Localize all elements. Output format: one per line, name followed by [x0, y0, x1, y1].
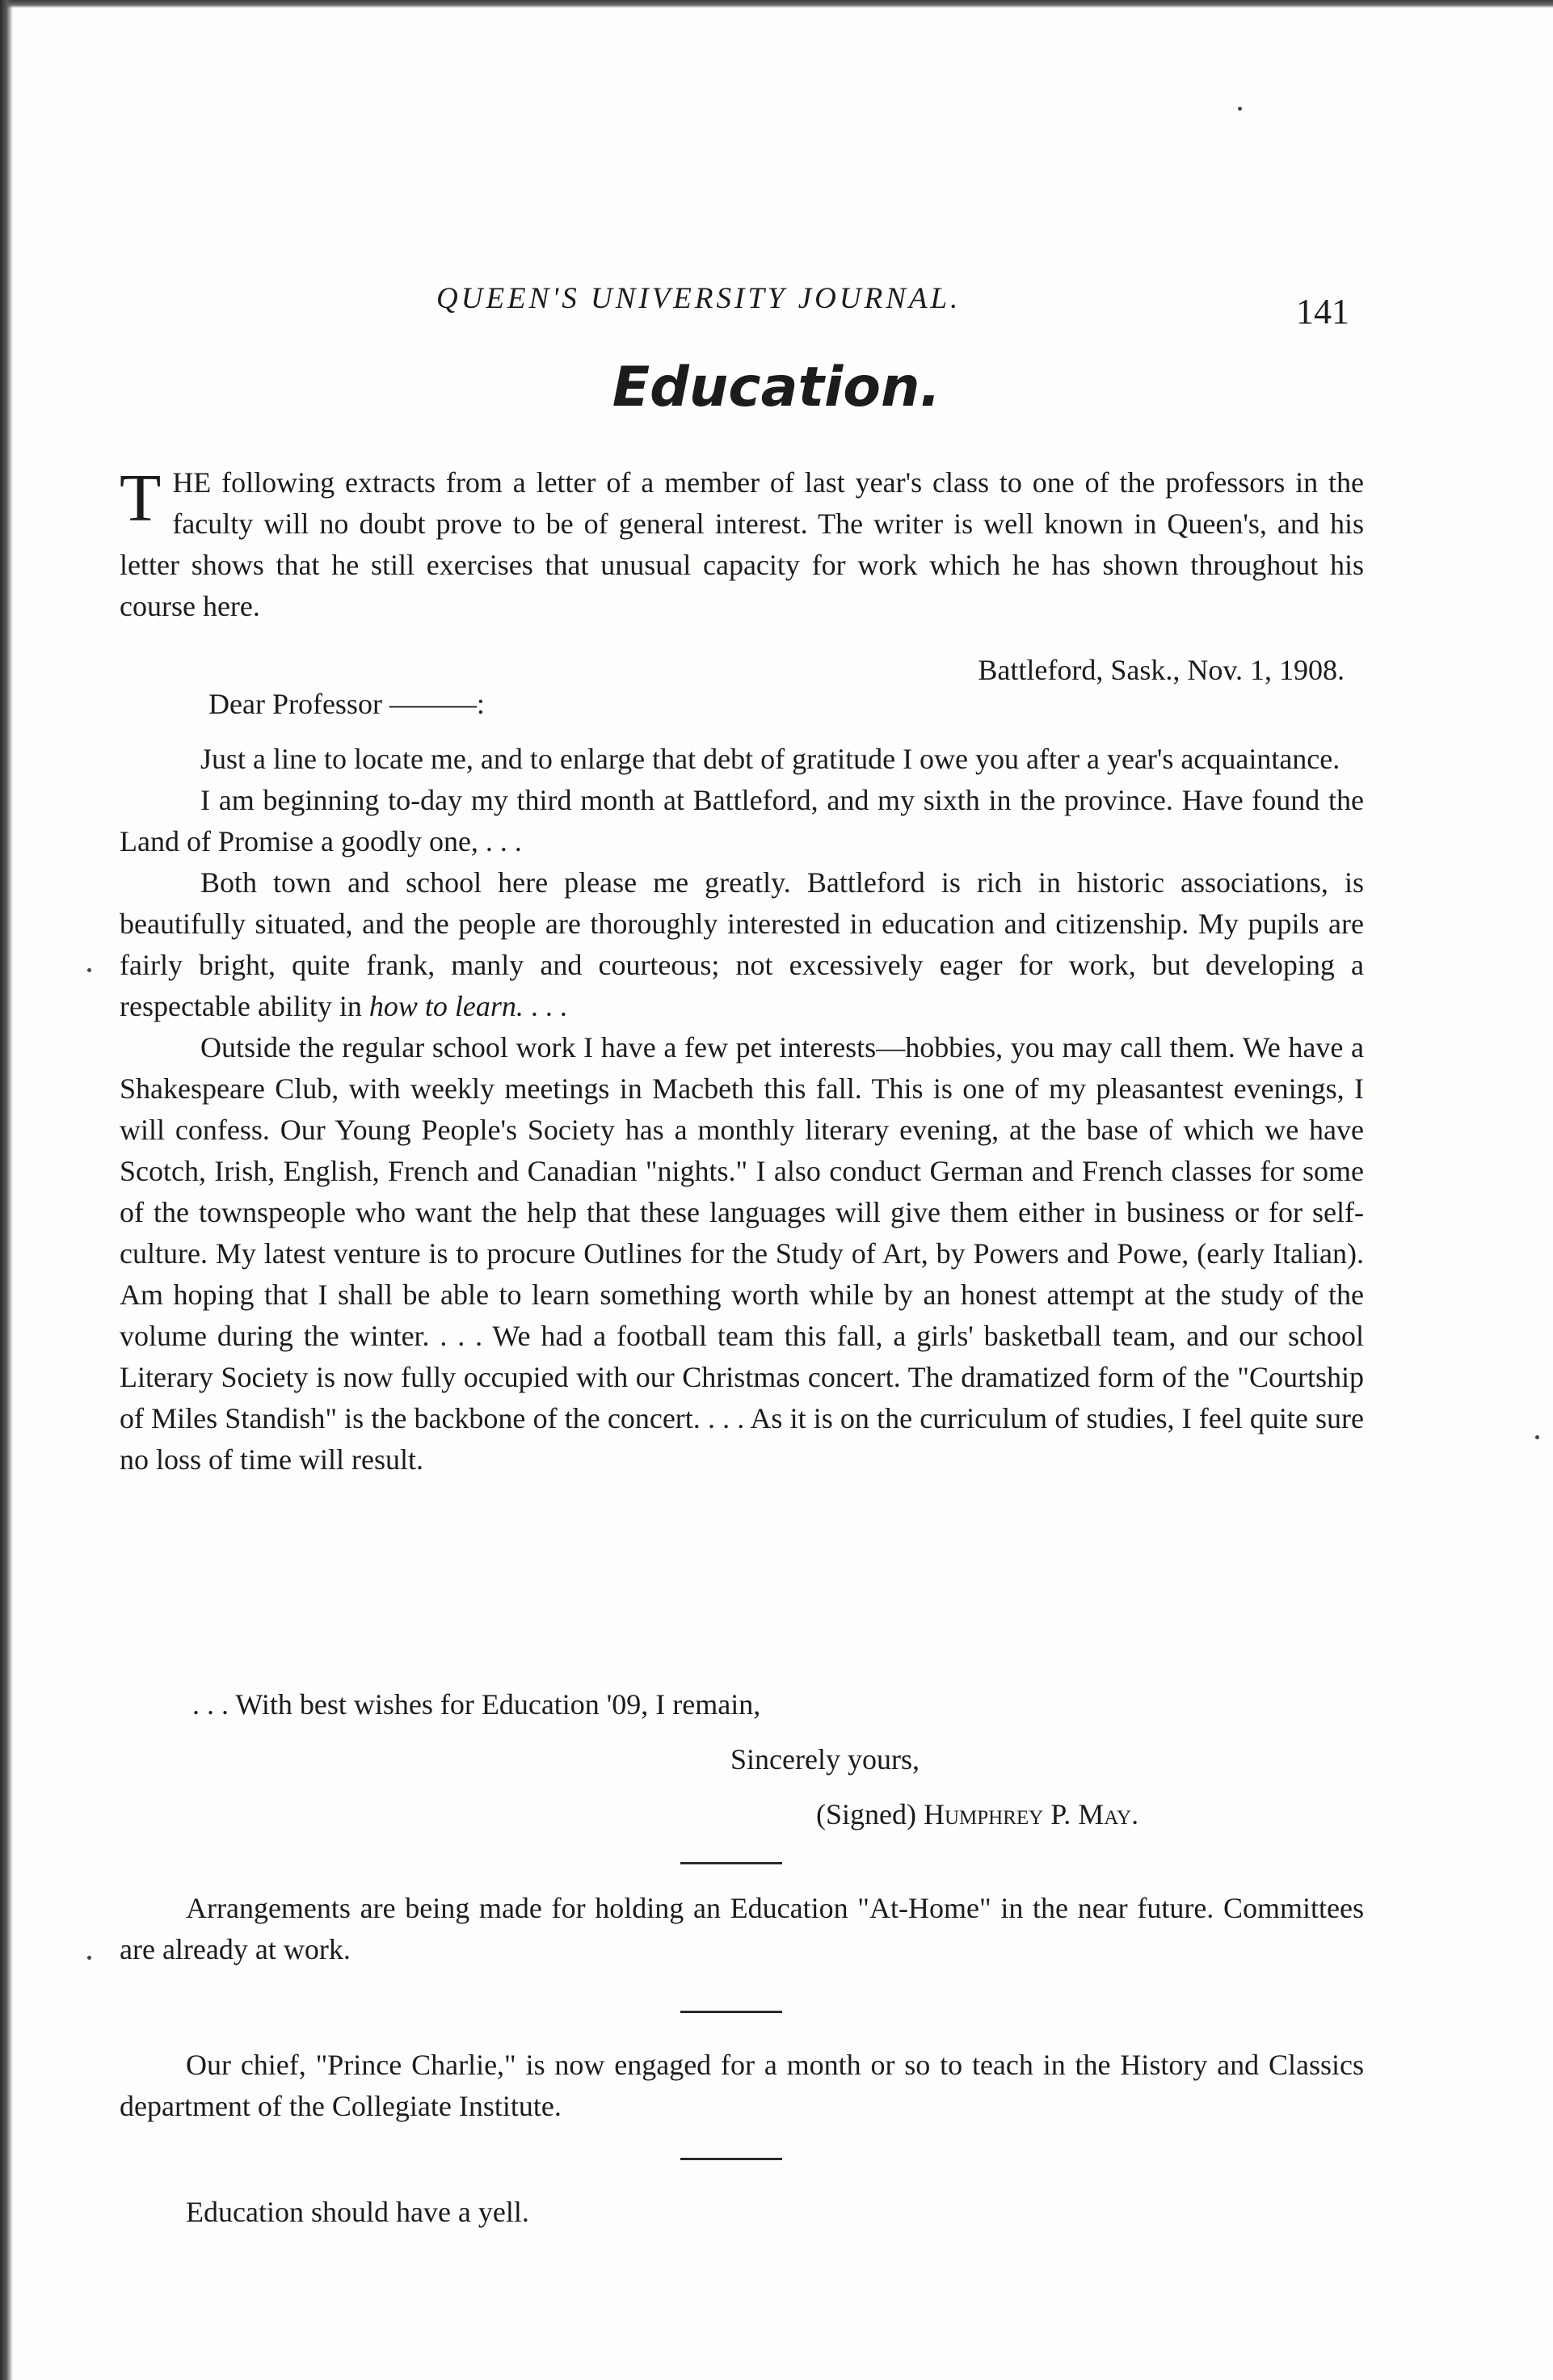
paper-speck — [1238, 107, 1242, 111]
letter-closing: . . . With best wishes for Education '09, I remain, — [192, 1688, 761, 1721]
drop-cap: T — [120, 461, 162, 536]
note-at-home: Arrangements are being made for holding an Education "At-Home" in the near future. Committees are already at work. — [120, 1892, 1364, 1965]
letter-body — [120, 739, 1364, 1481]
signature-name: Humphrey P. May. — [923, 1798, 1139, 1830]
page-number: 141 — [1296, 292, 1349, 331]
letter-paragraph-4: Outside the regular school work I have a few pet interests—hobbies, you may call them. We have a Shakespeare Club, with weekly meetings in Macbeth this fall. This is one of my pleasantest evenings, I will confess. Our Young People's Society has a monthly literary evening, at the base of which we have Scotch, Irish, English, French and Canadian "nights." I also conduct German and French classes for some of the townspeople who want the help that these languages will give them either in business or for self-culture. My latest venture is to procure Outlines for the Study of Art, by Powers and Powe, (early Italian). Am hoping that I shall be able to learn something worth while by an honest attempt at the study of the volume during the winter. . . . We had a football team this fall, a girls' basketball team, and our school Literary Society is now fully occupied with our Christmas concert. The dramatized form of the "Courtship of Miles Standish" is the backbone of the concert. . . . As it is on the curriculum of studies, I feel quite sure no loss of time will result. — [120, 1031, 1364, 1476]
letter-dateline: Battleford, Sask., Nov. 1, 1908. — [978, 654, 1345, 686]
signature-prefix: (Signed) — [816, 1798, 916, 1830]
letter-paragraph-3-text: Both town and school here please me greatly. Battleford is rich in historic associations, is beautifully situated, and the people are thoroughly interested in education and citizenship. My pupils are fairly bright, quite frank, manly and courteous; not excessively eager for work, but developing a respectable ability in — [120, 866, 1364, 1022]
section-divider-3 — [680, 2158, 782, 2160]
paper-speck — [87, 968, 91, 972]
paper-speck — [1535, 1435, 1539, 1439]
section-title: Education. — [612, 356, 941, 419]
letter-salutation: Dear Professor ———: — [208, 688, 485, 720]
intro-text: HE following extracts from a letter of a member of last year's class to one of the professors in the faculty will no doubt prove to be of general interest. The writer is well known in Queen's, and his letter shows that he still exercises that unusual capacity for work which he has shown throughout his course here. — [120, 466, 1364, 622]
letter-valediction: Sincerely yours, — [730, 1743, 920, 1776]
letter-paragraph-3 — [120, 862, 1364, 1027]
letter-paragraph-3-italic: how to learn. — [368, 990, 524, 1022]
section-divider-1 — [680, 1862, 782, 1864]
running-head: QUEEN'S UNIVERSITY JOURNAL. — [436, 282, 962, 315]
letter-signature — [816, 1797, 1138, 1831]
letter-paragraph-1: Just a line to locate me, and to enlarge that debt of gratitude I owe you after a year's acquaintance. — [200, 743, 1340, 775]
note-prince-charlie: Our chief, "Prince Charlie," is now engaged for a month or so to teach in the History and Classics department of the Collegiate Institute. — [120, 2049, 1364, 2122]
letter-paragraph-3-ellipsis: . . . — [523, 990, 567, 1022]
intro-paragraph — [120, 462, 1364, 627]
page-top-edge — [0, 0, 1553, 8]
letter-paragraph-2: I am beginning to-day my third month at Battleford, and my sixth in the province. Have found the Land of Promise a goodly one, . . . — [120, 784, 1364, 857]
paper-speck — [87, 1956, 91, 1960]
note-yell: Education should have a yell. — [186, 2196, 529, 2228]
section-divider-2 — [680, 2011, 782, 2013]
